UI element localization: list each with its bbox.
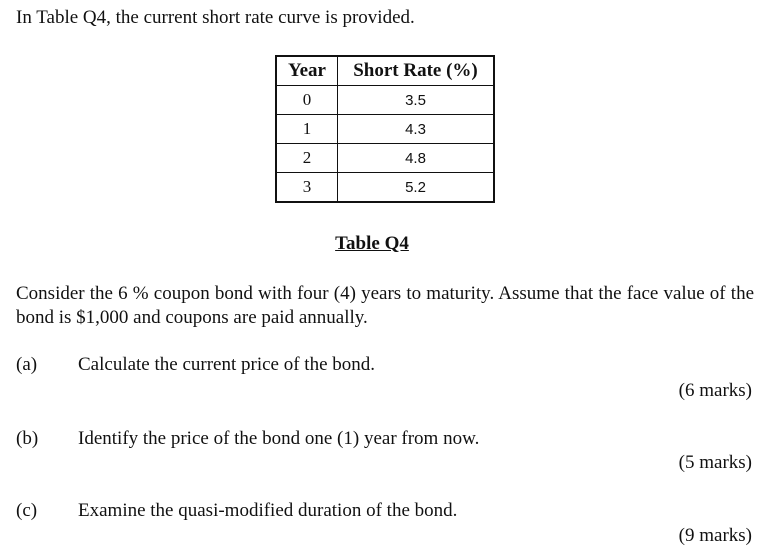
- question-a-marks: (6 marks): [678, 380, 752, 401]
- question-a-text: Calculate the current price of the bond.: [78, 354, 376, 375]
- question-c-label: (c): [16, 500, 38, 521]
- question-b-text: Identify the price of the bond one (1) year from now.: [78, 428, 480, 449]
- question-a-label: (a): [16, 354, 38, 375]
- question-paragraph: Consider the 6 % coupon bond with four (4) years to maturity. Assume that the face value of the bond is $1,000 and coupons are paid annually.: [16, 283, 754, 328]
- question-b-label: (b): [16, 428, 39, 449]
- cell-rate: 4.3: [338, 115, 495, 144]
- cell-year: 1: [276, 115, 338, 144]
- short-rate-table: [275, 55, 495, 203]
- table-row: [276, 86, 494, 115]
- question-c-text: Examine the quasi-modified duration of the bond.: [78, 500, 458, 521]
- table-caption: Table Q4: [335, 233, 409, 254]
- cell-year: 0: [276, 86, 338, 115]
- header-short-rate: Short Rate (%): [338, 56, 495, 86]
- cell-year: 2: [276, 144, 338, 173]
- cell-rate: 4.8: [338, 144, 495, 173]
- question-c-marks: (9 marks): [678, 525, 752, 546]
- table-row: [276, 173, 494, 203]
- cell-year: 3: [276, 173, 338, 203]
- cell-rate: 5.2: [338, 173, 495, 203]
- table-row: [276, 115, 494, 144]
- table-header-row: [276, 56, 494, 86]
- intro-text: In Table Q4, the current short rate curve is provided.: [16, 7, 415, 28]
- question-b-marks: (5 marks): [678, 452, 752, 473]
- header-year: Year: [276, 56, 338, 86]
- table-row: [276, 144, 494, 173]
- cell-rate: 3.5: [338, 86, 495, 115]
